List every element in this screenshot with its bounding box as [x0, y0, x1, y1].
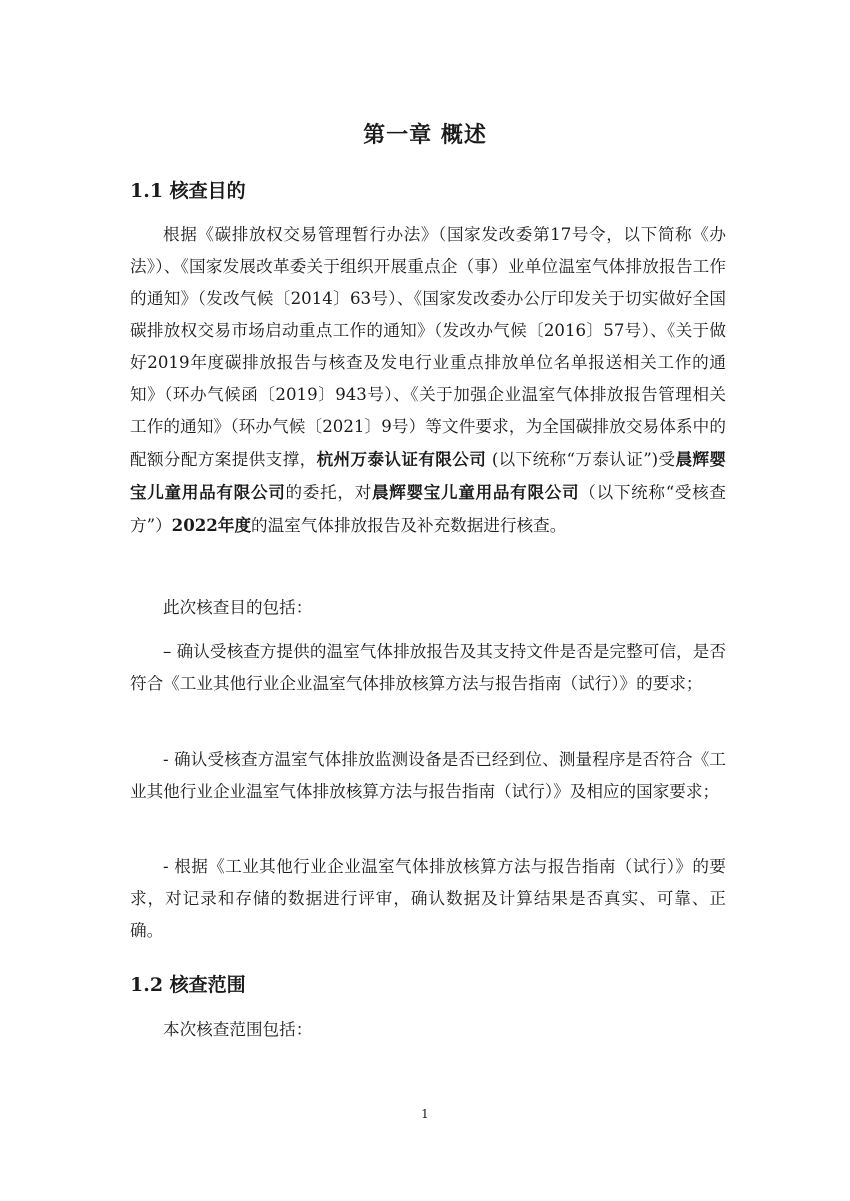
purpose-item-1: – 确认受核查方提供的温室气体排放报告及其支持文件是否是完整可信，是否符合《工业其他行业企业温室气体排放核算方法与报告指南（试行）》的要求； [130, 642, 726, 693]
purpose-text-part5: 的温室气体排放报告及补充数据进行核查。 [251, 516, 567, 535]
purpose-text-part4: （以下统称“受核查方”） [130, 483, 727, 535]
report-year: 2022年度 [171, 515, 252, 535]
purpose-item-2: - 确认受核查方温室气体排放监测设备是否已经到位、测量程序是否符合《工业其他行业企业温室气体排放核算方法与报告指南（试行）》及相应的国家要求； [130, 750, 726, 801]
section-heading-1-2: 1.2 核查范围 [130, 974, 246, 996]
scope-intro: 本次核查范围包括： [163, 1020, 313, 1039]
purpose-paragraph [130, 219, 726, 542]
purpose-intro: 此次核查目的包括： [163, 598, 313, 617]
client-name: 晨辉婴宝儿童用品有限公司 [130, 449, 727, 502]
section-heading-1-1: 1.1 核查目的 [130, 180, 246, 202]
chapter-title: 第一章 概述 [363, 122, 487, 148]
purpose-item-3: - 根据《工业其他行业企业温室气体排放核算方法与报告指南（试行）》的要求，对记录和存储的数据进行评审，确认数据及计算结果是否真实、可靠、正确。 [130, 857, 726, 940]
page-number: 1 [421, 1107, 429, 1121]
verifier-name: 杭州万泰认证有限公司 [316, 449, 487, 469]
purpose-text-part3: 的委托，对 [285, 483, 372, 502]
purpose-text-part1: 根据《碳排放权交易管理暂行办法》（国家发改委第17号令，以下简称《办法》）、《国家发展改革委关于组织开展重点企（事）业单位温室气体排放报告工作的通知》（发改气候〔2014〕63号）、《国家发改委办公厅印发关于切实做好全国碳排放权交易市场启动重点工作的通知》（发改办气候〔2016〕57号）、《关于做好2019年度碳排放报告与核查及发电行业重点排放单位名单报送相关工作的通知》（环办气候函〔2019〕943号）、《关于加强企业温室气体排放报告管理相关工作的通知》（环办气候〔2021〕9号）等文件要求，为全国碳排放交易体系中的配额分配方案提供支撑， [130, 225, 726, 469]
client-name-2: 晨辉婴宝儿童用品有限公司 [371, 482, 580, 502]
purpose-text-part2: (以下统称“万泰认证”)受 [486, 450, 676, 469]
